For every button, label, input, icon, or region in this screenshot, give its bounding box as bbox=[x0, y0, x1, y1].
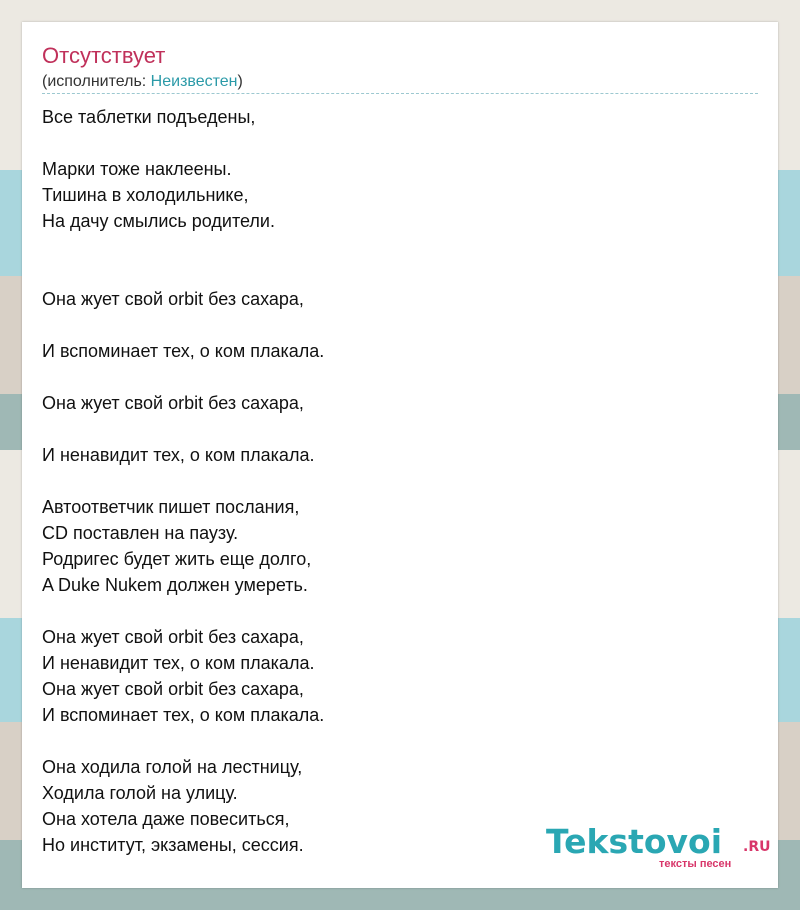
lyric-blank-line bbox=[42, 130, 742, 156]
logo-domain: .RU bbox=[743, 839, 771, 855]
lyric-blank-line bbox=[42, 312, 742, 338]
lyric-line: Тишина в холодильнике, bbox=[42, 185, 249, 205]
lyrics-card bbox=[22, 22, 778, 888]
lyric-line: Марки тоже наклеены. bbox=[42, 159, 232, 179]
lyric-line: На дачу смылись родители. bbox=[42, 211, 275, 231]
lyric-line: И вспоминает тех, о ком плакала. bbox=[42, 705, 325, 725]
lyric-blank-line bbox=[42, 468, 742, 494]
lyric-line: Она ходила голой на лестницу, bbox=[42, 757, 303, 777]
lyric-blank-line bbox=[42, 728, 742, 754]
lyric-line: Автоответчик пишет послания, bbox=[42, 497, 300, 517]
lyric-line: Но институт, экзамены, сессия. bbox=[42, 835, 304, 855]
title-divider bbox=[42, 93, 758, 94]
artist-link[interactable]: Неизвестен bbox=[150, 73, 238, 90]
lyric-line: Ходила голой на улицу. bbox=[42, 783, 238, 803]
lyric-blank-line bbox=[42, 416, 742, 442]
artist-prefix: (исполнитель: bbox=[42, 73, 151, 90]
site-logo[interactable] bbox=[546, 822, 771, 872]
lyric-blank-line bbox=[42, 598, 742, 624]
lyric-line: Родригес будет жить еще долго, bbox=[42, 549, 312, 569]
lyric-line: И вспоминает тех, о ком плакала. bbox=[42, 341, 325, 361]
logo-tagline: тексты песен bbox=[659, 858, 732, 870]
lyric-line: И ненавидит тех, о ком плакала. bbox=[42, 445, 315, 465]
artist-suffix: ) bbox=[237, 73, 243, 90]
lyric-line: A Duke Nukem должен умереть. bbox=[42, 575, 308, 595]
lyric-line: Она жует свой orbit без сахара, bbox=[42, 627, 304, 647]
lyrics-text bbox=[42, 104, 742, 858]
lyric-line: Все таблетки подъедены, bbox=[42, 107, 256, 127]
lyric-blank-line bbox=[42, 234, 742, 260]
lyric-line: И ненавидит тех, о ком плакала. bbox=[42, 653, 315, 673]
lyric-blank-line bbox=[42, 364, 742, 390]
lyric-line: CD поставлен на паузу. bbox=[42, 523, 239, 543]
logo-wordmark: Tekstovoi bbox=[546, 822, 723, 861]
lyric-blank-line bbox=[42, 260, 742, 286]
artist-line bbox=[42, 72, 243, 92]
lyric-line: Она жует свой orbit без сахара, bbox=[42, 679, 304, 699]
lyric-line: Она жует свой orbit без сахара, bbox=[42, 289, 304, 309]
song-title: Отсутствует bbox=[42, 43, 166, 68]
lyric-line: Она хотела даже повеситься, bbox=[42, 809, 290, 829]
lyric-line: Она жует свой orbit без сахара, bbox=[42, 393, 304, 413]
